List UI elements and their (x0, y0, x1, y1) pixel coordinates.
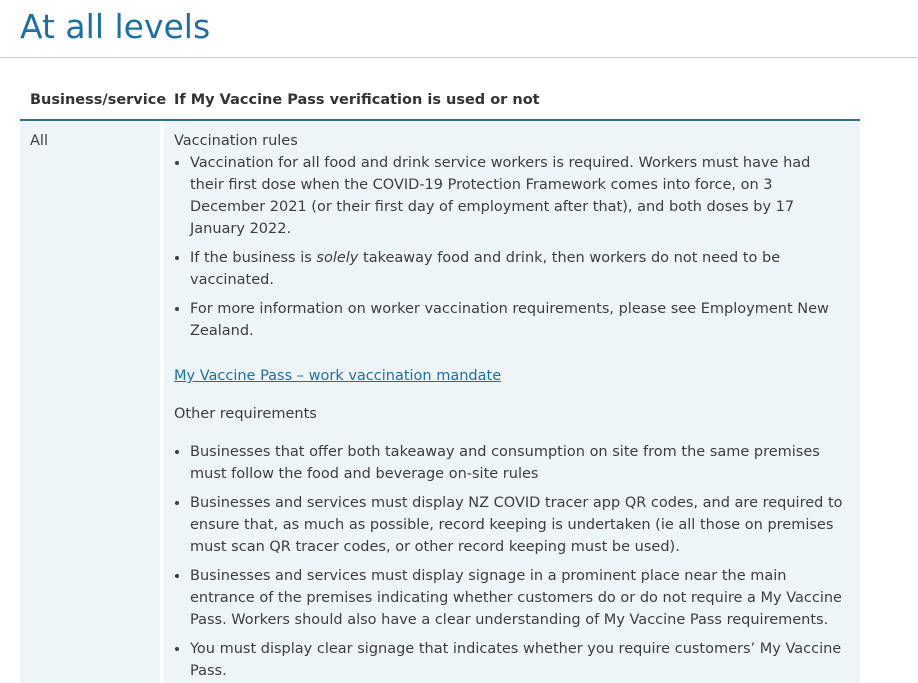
list-item: • Businesses and services must display NZ COVID tracer app QR codes, and are required to ensure that, as much as possible, record keeping is undertaken (ie all those on premises must scan QR tracer codes, or other record keeping must be used). (190, 492, 848, 558)
list-item (190, 247, 848, 291)
other-requirements-title: Other requirements (174, 406, 317, 422)
list-item: • Vaccination for all food and drink service workers is required. Workers must have had their first dose when the COVID-19 Protection Framework comes into force, on 3 December 2021 (or their first day of employment after that), and both doses by 17 January 2022. (190, 152, 848, 240)
table-row (20, 121, 860, 683)
list-item-emphasis: solely (316, 250, 359, 266)
table-header-row (20, 80, 860, 121)
list-item: • You must display clear signage that indicates whether you require customers’ My Vaccine Pass. (190, 638, 848, 682)
list-item-text: If the business is (190, 250, 317, 266)
column-header-verification: If My Vaccine Pass verification is used or not (164, 80, 860, 121)
other-requirements-list (174, 441, 848, 682)
vaccination-mandate-link[interactable]: My Vaccine Pass – work vaccination mandate (174, 368, 502, 384)
list-item: • For more information on worker vaccination requirements, please see Employment New Zealand. (190, 298, 848, 342)
list-item: • Businesses that offer both takeaway and consumption on site from the same premises must follow the food and beverage on-site rules (190, 441, 848, 485)
heading-divider (0, 57, 918, 58)
list-item-text: takeaway food and drink, then workers do not need to be vaccinated. (190, 250, 781, 288)
vaccination-rules-list (174, 152, 848, 342)
list-item: • Businesses and services must display signage in a prominent place near the main entrance of the premises indicating whether customers do or do not require a My Vaccine Pass. Workers should also have a clear understanding of My Vaccine Pass requirements. (190, 565, 848, 631)
section-heading: At all levels (20, 7, 211, 46)
row-label-cell (20, 121, 164, 683)
rules-table (20, 80, 860, 683)
row-content-cell (164, 121, 860, 683)
row-label: All (30, 133, 48, 149)
column-header-business: Business/service (20, 80, 164, 121)
vaccination-rules-title: Vaccination rules (174, 133, 298, 149)
